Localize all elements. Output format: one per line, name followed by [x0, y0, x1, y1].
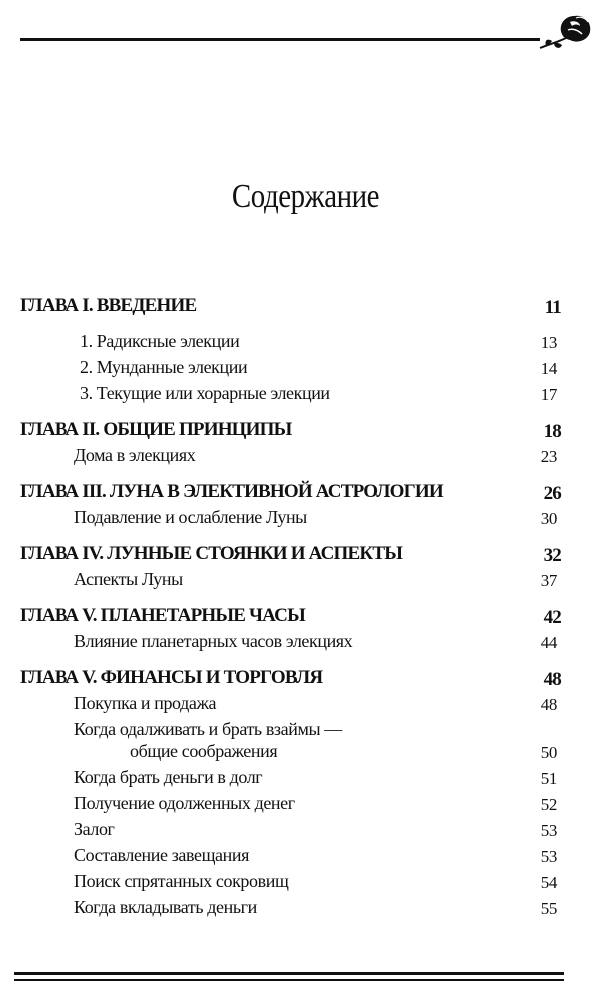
toc-chapter — [20, 543, 565, 569]
entry-page: 53 — [540, 847, 557, 866]
table-of-contents — [20, 295, 565, 923]
entry-page: 37 — [540, 571, 557, 590]
entry-page: 54 — [540, 873, 557, 892]
toc-chapter — [20, 605, 565, 631]
chapter-page: 11 — [544, 297, 561, 318]
entry-label: Дома в элекциях — [74, 445, 196, 465]
footer-rule — [14, 972, 564, 975]
toc-entry — [20, 693, 565, 719]
toc-entry — [20, 845, 565, 871]
entry-page: 53 — [540, 821, 557, 840]
entry-page: 23 — [540, 447, 557, 466]
toc-chapter — [20, 481, 565, 507]
entry-label: Влияние планетарных часов элекциях — [74, 631, 353, 651]
chapter-page: 26 — [543, 483, 561, 504]
entry-label: Когда одалживать и брать взаймы — — [74, 719, 342, 739]
entry-page: 51 — [540, 769, 557, 788]
rose-ornament-icon — [536, 8, 596, 54]
entry-page: 55 — [540, 899, 557, 918]
entry-page: 30 — [540, 509, 557, 528]
toc-entry — [20, 767, 565, 793]
chapter-page: 48 — [543, 669, 561, 690]
toc-entry — [20, 383, 565, 409]
footer-rule — [14, 979, 564, 981]
toc-entry — [20, 793, 565, 819]
entry-label: Поиск спрятанных сокровищ — [74, 871, 289, 891]
entry-label: Аспекты Луны — [74, 569, 183, 589]
chapter-label: ГЛАВА I. ВВЕДЕНИЕ — [20, 295, 197, 316]
toc-entry — [20, 897, 565, 923]
entry-page: 14 — [540, 359, 557, 378]
toc-chapter — [20, 295, 565, 321]
entry-label: 2. Мунданные элекции — [80, 357, 248, 377]
entry-label: Получение одолженных денег — [74, 793, 295, 813]
chapter-page: 42 — [543, 607, 561, 628]
toc-entry — [20, 631, 565, 657]
toc-entry — [20, 819, 565, 845]
chapter-label: ГЛАВА II. ОБЩИЕ ПРИНЦИПЫ — [20, 419, 292, 440]
chapter-label: ГЛАВА IV. ЛУННЫЕ СТОЯНКИ И АСПЕКТЫ — [20, 543, 403, 564]
chapter-page: 18 — [543, 421, 561, 442]
entry-label: Залог — [74, 819, 115, 839]
chapter-label: ГЛАВА V. ФИНАНСЫ И ТОРГОВЛЯ — [20, 667, 323, 688]
entry-label: Когда вкладывать деньги — [74, 897, 257, 917]
toc-entry — [20, 871, 565, 897]
chapter-label: ГЛАВА V. ПЛАНЕТАРНЫЕ ЧАСЫ — [20, 605, 305, 626]
toc-entry — [20, 569, 565, 595]
entry-page: 13 — [540, 333, 557, 352]
entry-page: 17 — [540, 385, 557, 404]
toc-entry — [20, 445, 565, 471]
entry-label: Когда брать деньги в долг — [74, 767, 263, 787]
chapter-page: 32 — [543, 545, 561, 566]
toc-entry — [20, 507, 565, 533]
toc-entry — [20, 719, 565, 767]
entry-page: 50 — [540, 743, 557, 762]
entry-label: Подавление и ослабление Луны — [74, 507, 307, 527]
entry-page: 52 — [540, 795, 557, 814]
page-title: Содержание — [231, 178, 380, 215]
entry-page: 44 — [540, 633, 557, 652]
entry-label: Составление завещания — [74, 845, 249, 865]
entry-label: 3. Текущие или хорарные элекции — [80, 383, 330, 403]
entry-page: 48 — [540, 695, 557, 714]
toc-chapter — [20, 667, 565, 693]
header-rule — [20, 38, 540, 41]
toc-chapter — [20, 419, 565, 445]
entry-label: Покупка и продажа — [74, 693, 217, 713]
entry-label: 1. Радиксные элекции — [80, 331, 240, 351]
toc-entry — [20, 357, 565, 383]
entry-label-continuation: общие соображения — [130, 741, 278, 761]
toc-entry — [20, 331, 565, 357]
chapter-label: ГЛАВА III. ЛУНА В ЭЛЕКТИВНОЙ АСТРОЛОГИИ — [20, 481, 443, 502]
